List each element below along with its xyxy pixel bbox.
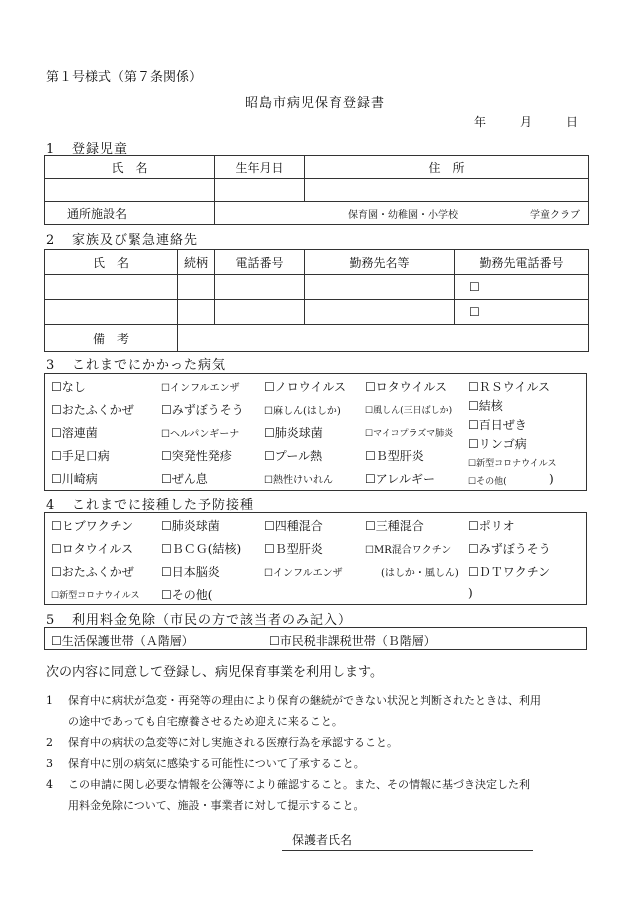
family2-phone-field[interactable] xyxy=(215,300,305,325)
section4-heading xyxy=(46,494,254,513)
illness-checkbox[interactable]: ☐ なし xyxy=(51,378,86,395)
facility-club: 学童クラブ xyxy=(530,209,580,221)
exemption-option-a[interactable]: ☐ 生活保護世帯（Ａ階層） xyxy=(51,632,194,649)
date-line xyxy=(474,113,612,130)
section5-number: 5 xyxy=(46,613,56,628)
date-month: 月 xyxy=(520,115,533,129)
section5-heading xyxy=(46,609,352,628)
illness-checkbox[interactable]: ☐ 新型コロナウイルス xyxy=(468,456,557,469)
illness-checkbox[interactable]: ☐ ＲＳウイルス xyxy=(468,378,550,395)
illness-checkbox[interactable]: ☐ ノロウイルス xyxy=(264,378,346,395)
family2-name-field[interactable] xyxy=(45,300,178,325)
section5-title: 利用料金免除（市民の方で該当者のみ記入） xyxy=(72,613,353,628)
illness-checkbox-other[interactable]: ☐ その他( xyxy=(468,474,507,487)
family1-name-field[interactable] xyxy=(45,275,178,300)
child-birthday-field[interactable] xyxy=(215,179,305,202)
child-name-field[interactable] xyxy=(45,179,215,202)
header-phone: 電話番号 xyxy=(215,250,305,275)
section3-number: 3 xyxy=(46,358,56,373)
header-work-phone: 勤務先電話番号 xyxy=(455,250,589,275)
family2-relation-field[interactable] xyxy=(178,300,215,325)
vaccine-checkbox[interactable]: ☐ おたふくかぜ xyxy=(51,563,134,580)
vaccine-other-close: ) xyxy=(468,586,473,600)
vaccine-checkbox[interactable]: ☐ 四種混合 xyxy=(264,517,323,534)
document-title: 昭島市病児保育登録書 xyxy=(244,96,385,111)
illness-checkbox[interactable]: ☐ みずぼうそう xyxy=(161,401,244,418)
illness-checkbox[interactable]: ☐ 溶連菌 xyxy=(51,424,98,441)
illness-checkbox[interactable]: ☐ 結核 xyxy=(468,397,503,414)
illness-checkbox[interactable]: ☐ 熱性けいれん xyxy=(264,471,333,486)
illness-checkbox[interactable]: ☐ 肺炎球菌 xyxy=(264,424,323,441)
header-relation: 続柄 xyxy=(178,250,215,275)
remarks-label: 備 考 xyxy=(45,325,178,352)
section3-title: これまでにかかった病気 xyxy=(72,358,227,373)
header-birthday: 生年月日 xyxy=(215,156,305,179)
header-workplace: 勤務先名等 xyxy=(305,250,455,275)
family-contact-table xyxy=(44,249,589,352)
vaccine-checkbox[interactable]: ☐ 新型コロナウイルス xyxy=(51,588,140,601)
vaccine-checkbox[interactable]: ☐ 三種混合 xyxy=(365,517,424,534)
vaccine-checkbox[interactable]: ☐ ロタウイルス xyxy=(51,540,133,557)
date-day: 日 xyxy=(566,115,579,129)
vaccine-checkbox[interactable]: ☐ みずぼうそう xyxy=(468,540,551,557)
date-year: 年 xyxy=(474,115,487,129)
vaccine-mr-note: (はしか・風しん) xyxy=(381,568,459,579)
fee-exemption-box xyxy=(44,627,587,650)
condition-2: 2 保育中の病状の急変等に対し実施される医療行為を承認すること。 xyxy=(46,736,398,749)
guardian-signature-line[interactable] xyxy=(282,831,533,851)
illness-checkbox[interactable]: ☐ インフルエンザ xyxy=(161,379,240,394)
family2-work-phone-field[interactable] xyxy=(455,300,589,325)
family1-workplace-field[interactable] xyxy=(305,275,455,300)
illness-checkbox[interactable]: ☐ 手足口病 xyxy=(51,447,110,464)
illness-checkbox[interactable]: ☐ アレルギー xyxy=(365,470,435,487)
illness-checkbox[interactable]: ☐ ヘルパンギーナ xyxy=(161,425,239,440)
vaccine-checkbox[interactable]: ☐ 日本脳炎 xyxy=(161,563,220,580)
vaccine-checkbox[interactable]: ☐ ヒブワクチン xyxy=(51,517,133,534)
illness-checkbox[interactable]: ☐ 百日ぜき xyxy=(468,416,527,433)
vaccination-box xyxy=(44,512,587,605)
condition-1: 1 保育中に病状が急変・再発等の理由により保育の継続ができない状況と判断されたときは、利用 の途中であっても自宅療養させるため迎えに来ること。 xyxy=(46,694,541,728)
facility-options: 保育園・幼稚園・小学校 xyxy=(348,209,458,221)
vaccine-checkbox[interactable]: ☐ ＢＣＧ(結核) xyxy=(161,540,241,557)
illness-checkbox[interactable]: ☐ 川崎病 xyxy=(51,470,98,487)
vaccine-checkbox[interactable]: ☐ 肺炎球菌 xyxy=(161,517,220,534)
child-registration-table xyxy=(44,155,589,225)
section2-heading xyxy=(46,229,198,248)
illness-checkbox[interactable]: ☐ 風しん(三日ばしか) xyxy=(365,403,452,416)
illness-other-close: ) xyxy=(549,472,554,486)
vaccine-checkbox[interactable]: ☐ ポリオ xyxy=(468,517,515,534)
agreement-statement: 次の内容に同意して登録し、病児保育事業を利用します。 xyxy=(46,665,383,680)
section2-title: 家族及び緊急連絡先 xyxy=(72,233,199,248)
header-address: 住 所 xyxy=(305,156,589,179)
illness-checkbox[interactable]: ☐ 突発性発疹 xyxy=(161,447,232,464)
illness-checkbox[interactable]: ☐ マイコプラズマ肺炎 xyxy=(365,426,453,439)
section2-number: 2 xyxy=(46,233,56,248)
illness-checkbox[interactable]: ☐ ロタウイルス xyxy=(365,378,447,395)
family1-relation-field[interactable] xyxy=(178,275,215,300)
illness-checkbox[interactable]: ☐ リンゴ病 xyxy=(468,435,527,452)
header-child-name: 氏 名 xyxy=(45,156,215,179)
facility-field[interactable] xyxy=(215,202,589,225)
illness-history-box xyxy=(44,373,587,491)
guardian-name-label: 保護者氏名 xyxy=(292,833,353,847)
form-number: 第１号様式（第７条関係） xyxy=(46,70,203,85)
illness-checkbox[interactable]: ☐ おたふくかぜ xyxy=(51,401,134,418)
facility-label: 通所施設名 xyxy=(45,202,215,225)
child-address-field[interactable] xyxy=(305,179,589,202)
section1-title: 登録児童 xyxy=(72,142,129,157)
illness-checkbox[interactable]: ☐ プール熱 xyxy=(264,447,322,464)
remarks-field[interactable] xyxy=(178,325,589,352)
section1-number: 1 xyxy=(46,142,56,157)
section4-title: これまでに接種した予防接種 xyxy=(72,498,255,513)
vaccine-checkbox[interactable]: ☐ ＤＴワクチン xyxy=(468,563,550,580)
vaccine-checkbox[interactable]: ☐ MR混合ワクチン xyxy=(365,541,451,556)
illness-checkbox[interactable]: ☐ ぜん息 xyxy=(161,470,208,487)
exemption-option-b[interactable]: ☐ 市民税非課税世帯（Ｂ階層） xyxy=(269,632,436,649)
family1-work-phone-field[interactable] xyxy=(455,275,589,300)
checkbox[interactable]: ☐ xyxy=(469,305,480,319)
checkbox[interactable]: ☐ xyxy=(469,280,480,294)
illness-checkbox[interactable]: ☐ 麻しん(はしか) xyxy=(264,402,341,417)
family1-phone-field[interactable] xyxy=(215,275,305,300)
vaccine-checkbox[interactable]: ☐ Ｂ型肝炎 xyxy=(264,540,323,557)
section3-heading xyxy=(46,354,226,373)
header-family-name: 氏 名 xyxy=(45,250,178,275)
vaccine-checkbox[interactable]: ☐ インフルエンザ xyxy=(264,564,343,579)
family2-workplace-field[interactable] xyxy=(305,300,455,325)
illness-checkbox[interactable]: ☐ Ｂ型肝炎 xyxy=(365,447,424,464)
condition-4: 4 この申請に関し必要な情報を公簿等により確認すること。また、その情報に基づき決定した利 用料金免除について、施設・事業者に対して提示すること。 xyxy=(46,778,530,812)
vaccine-checkbox-other[interactable]: ☐ その他( xyxy=(161,586,212,603)
section4-number: 4 xyxy=(46,498,56,513)
condition-3: 3 保育中に別の病気に感染する可能性について了承すること。 xyxy=(46,757,365,770)
